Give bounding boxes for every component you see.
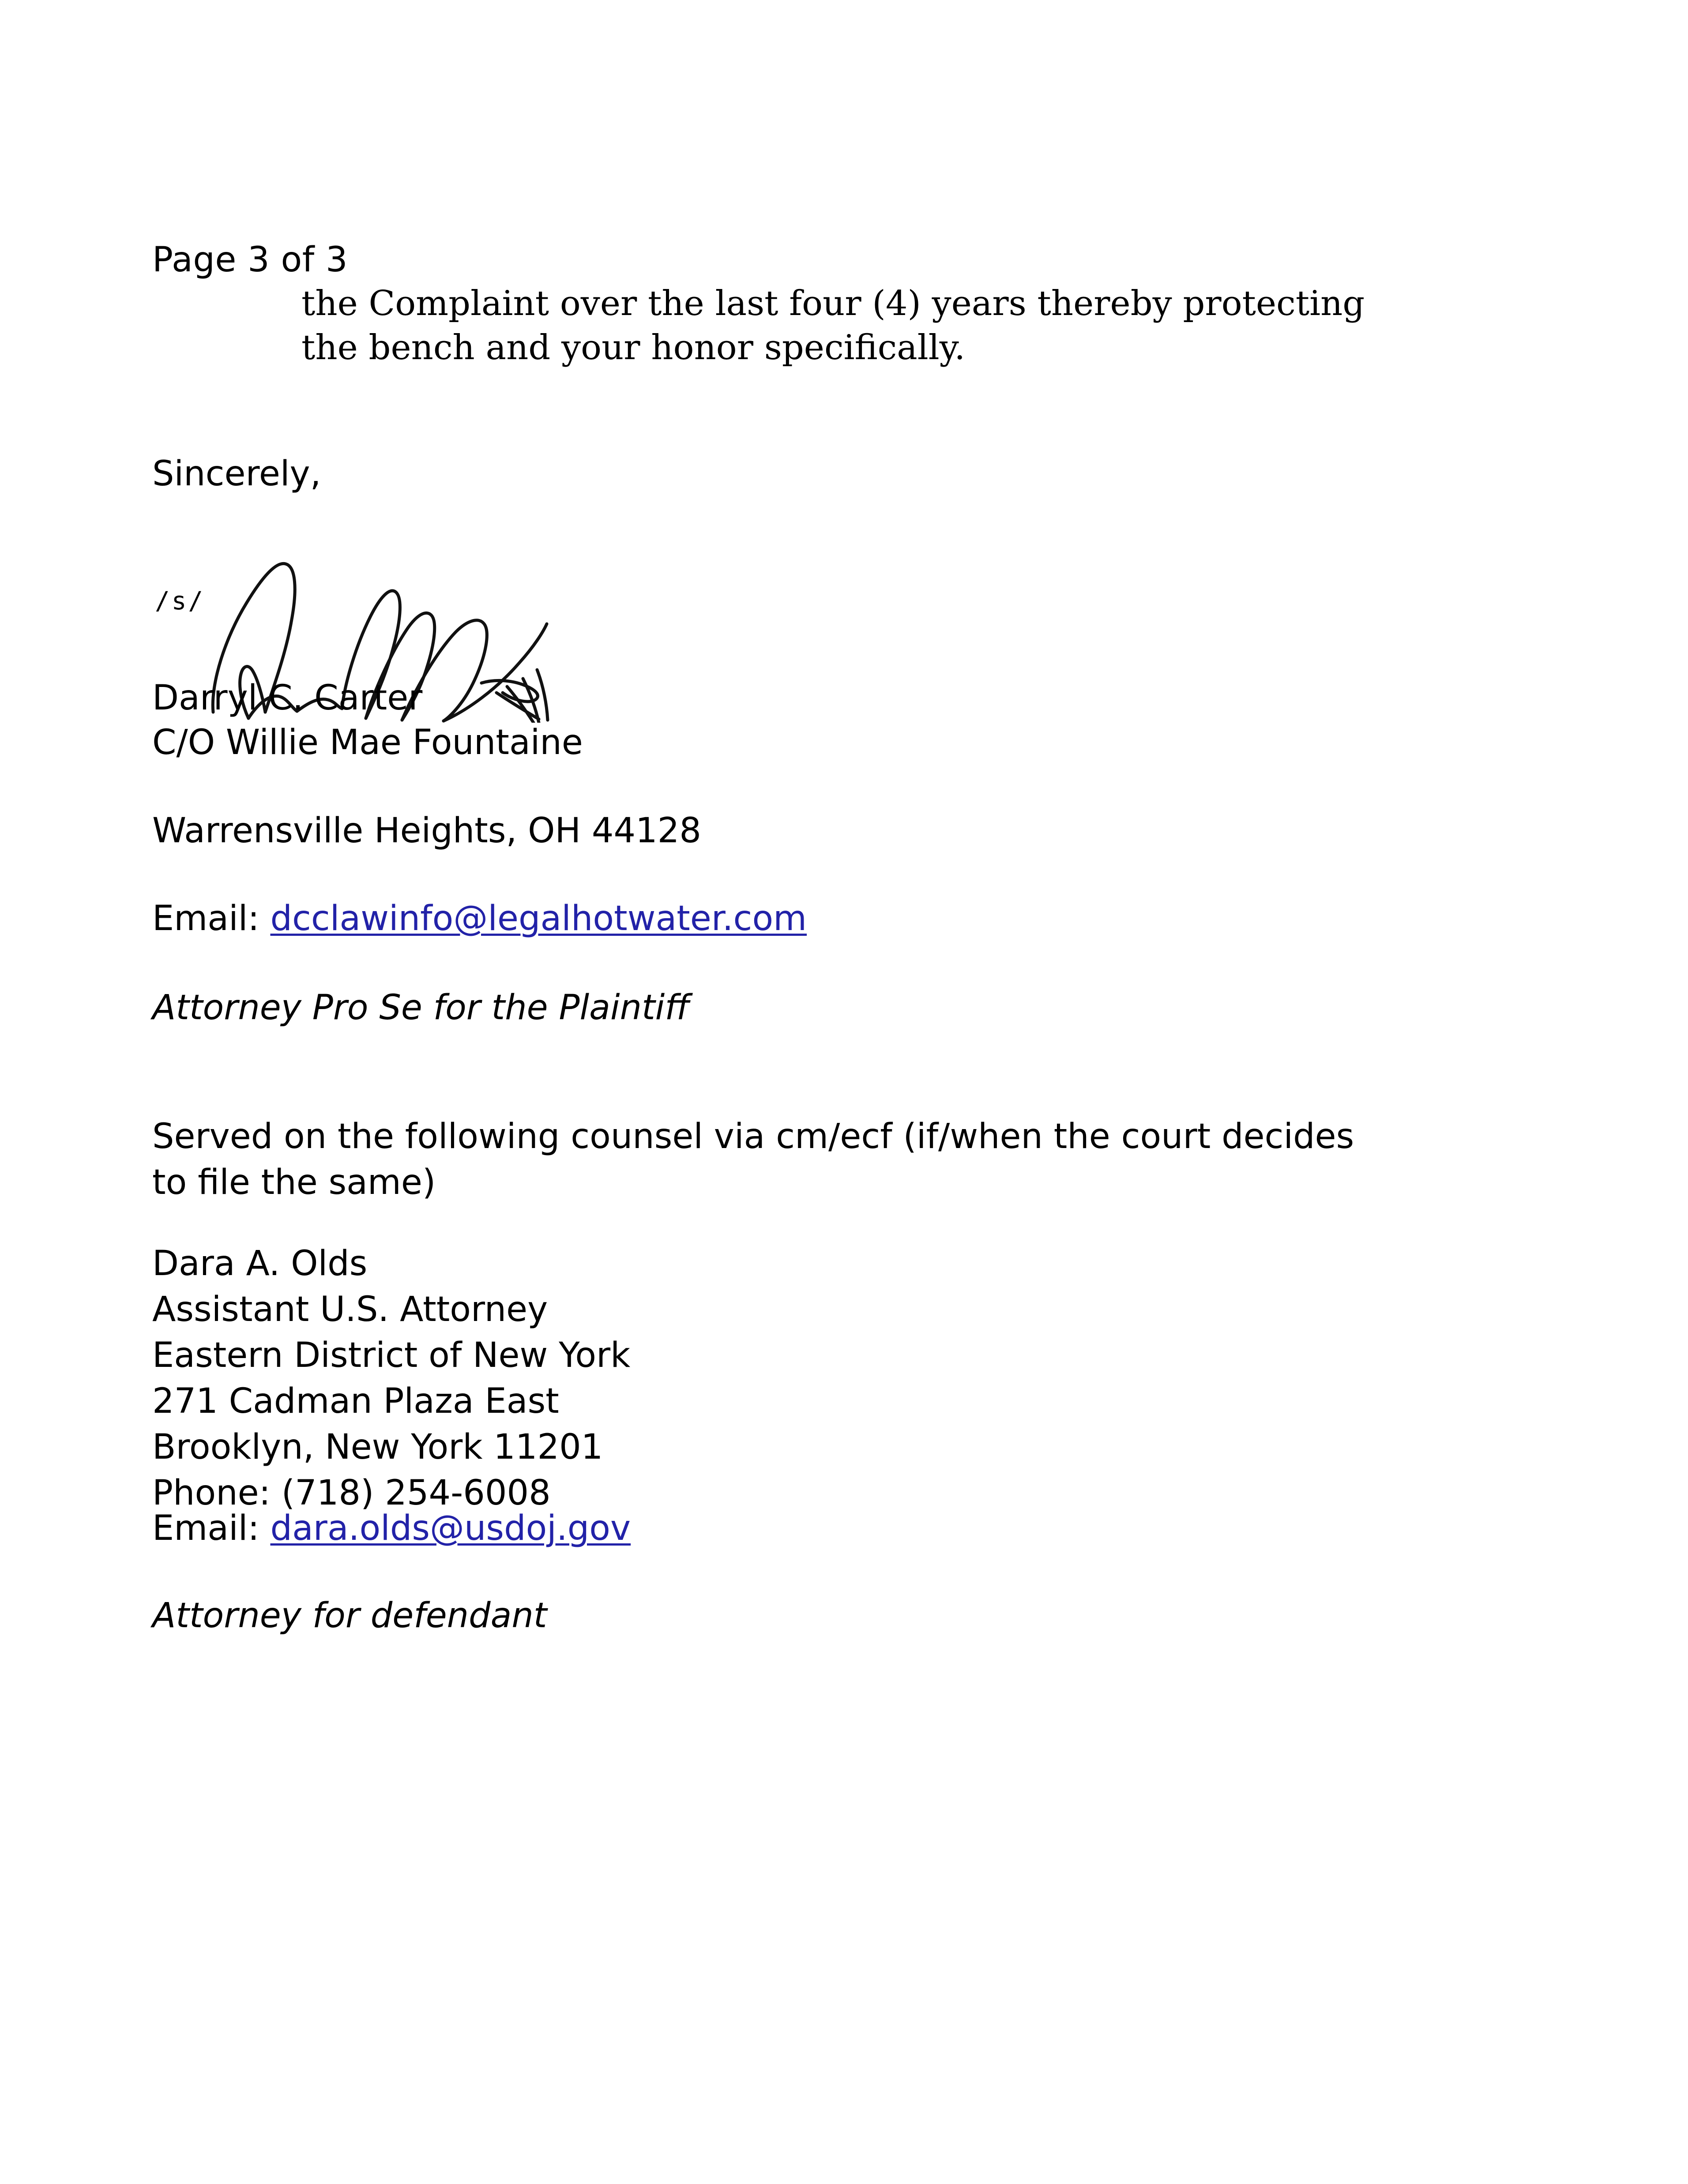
sender-email-label: Email:: [152, 899, 271, 938]
page-number-label: Page 3 of 3: [152, 240, 348, 280]
electronic-signature-mark: /s/: [155, 587, 205, 615]
quoted-paragraph-line-2: the bench and your honor specifically.: [301, 328, 966, 368]
sender-email-link[interactable]: dcclawinfo@legalhotwater.com: [270, 899, 807, 938]
service-paragraph-line-2: to file the same): [152, 1163, 436, 1202]
opposing-counsel-email-link[interactable]: dara.olds@usdoj.gov: [270, 1509, 631, 1548]
opposing-counsel-district: Eastern District of New York: [152, 1336, 631, 1375]
opposing-counsel-role: Attorney for defendant: [152, 1596, 547, 1636]
opposing-counsel-email-line: [152, 1505, 631, 1551]
opposing-counsel-email-label: Email:: [152, 1509, 271, 1548]
opposing-counsel-phone: Phone: (718) 254-6008: [152, 1473, 551, 1513]
opposing-counsel-title: Assistant U.S. Attorney: [152, 1290, 548, 1329]
service-paragraph: [152, 1114, 1507, 1205]
opposing-counsel-street: 271 Cadman Plaza East: [152, 1381, 559, 1421]
quoted-paragraph: [301, 281, 1502, 370]
quoted-paragraph-line-1: the Complaint over the last four (4) years thereby protecting: [301, 284, 1365, 323]
service-paragraph-line-1: Served on the following counsel via cm/ecf (if/when the court decides: [152, 1117, 1354, 1156]
sender-role: Attorney Pro Se for the Plaintiff: [152, 988, 690, 1028]
opposing-counsel-name: Dara A. Olds: [152, 1244, 368, 1283]
opposing-counsel-city-state-zip: Brooklyn, New York 11201: [152, 1427, 603, 1467]
opposing-counsel-block: [152, 1241, 630, 1516]
sender-city-state-zip: Warrensville Heights, OH 44128: [152, 811, 702, 851]
sender-email-line: [152, 896, 807, 942]
closing-salutation: Sincerely,: [152, 454, 321, 494]
sender-care-of: C/O Willie Mae Fountaine: [152, 723, 583, 762]
signer-name: Darryl C. Carter: [152, 678, 423, 718]
